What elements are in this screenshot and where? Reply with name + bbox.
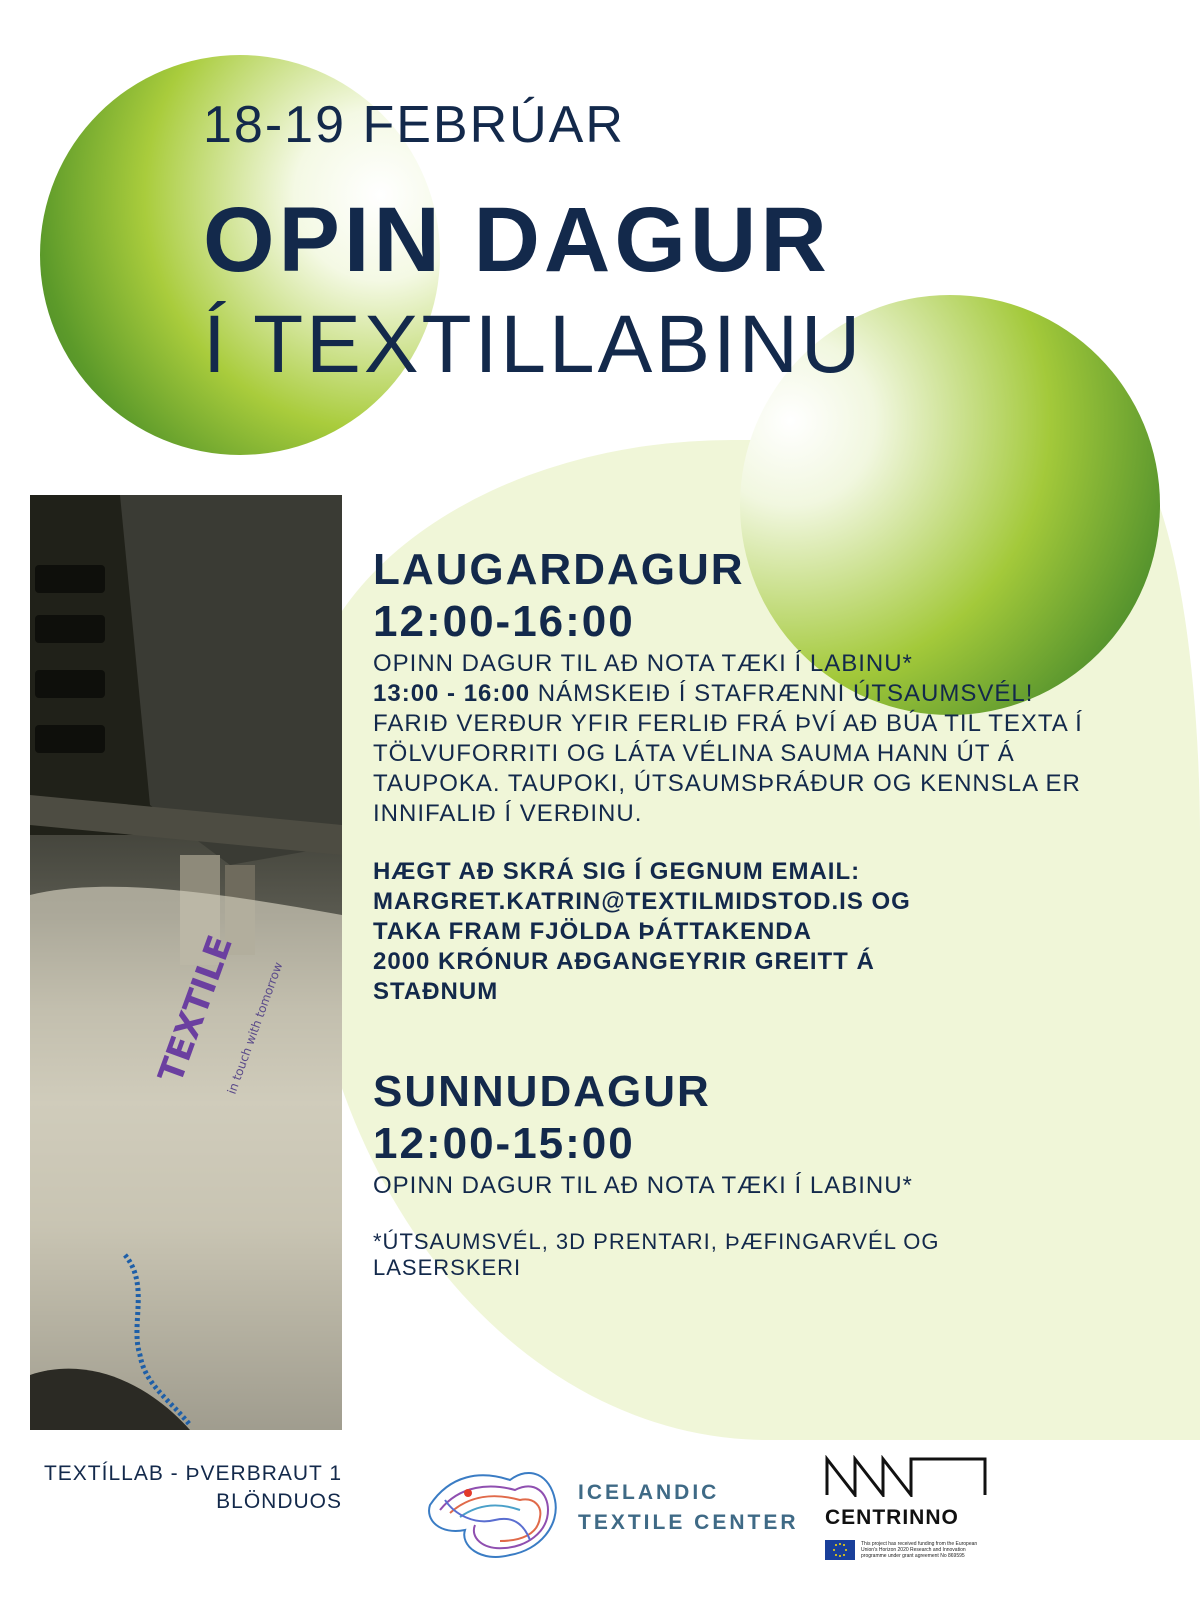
event-subtitle: Í TEXTILLABINU xyxy=(203,299,864,390)
registration-price: 2000 KRÓNUR AÐGANGEYRIR GREITT Á xyxy=(373,948,875,975)
saturday-open-day: OPINN DAGUR TIL AÐ NOTA TÆKI Í LABINU* xyxy=(373,650,913,677)
itc-line-1: ICELANDIC xyxy=(578,1481,720,1504)
address-line-1: TEXTÍLLAB - ÞVERBRAUT 1 xyxy=(43,1462,342,1485)
address xyxy=(30,1460,342,1516)
registration-line-1: HÆGT AÐ SKRÁ SIG Í GEGNUM EMAIL: xyxy=(373,858,861,885)
centrinno-mark-icon xyxy=(825,1455,995,1497)
saturday-description xyxy=(373,649,1093,829)
sunday-heading: SUNNUDAGUR xyxy=(373,1067,711,1116)
centrinno-name: CENTRINNO xyxy=(825,1506,959,1529)
itc-name xyxy=(578,1478,799,1538)
address-line-2: BLÖNDUOS xyxy=(216,1490,342,1513)
sewing-machine-photo xyxy=(30,495,342,1430)
centrinno-logo xyxy=(825,1455,995,1560)
eu-funding-notice xyxy=(825,1540,995,1560)
course-time: 13:00 - 16:00 xyxy=(373,680,531,707)
sunday-description: OPINN DAGUR TIL AÐ NOTA TÆKI Í LABINU* xyxy=(373,1172,913,1199)
itc-line-2: TEXTILE CENTER xyxy=(578,1511,799,1534)
registration-info xyxy=(373,857,1093,1007)
equipment-footnote: *ÚTSAUMSVÉL, 3D PRENTARI, ÞÆFINGARVÉL OG LASERSKERI xyxy=(373,1229,940,1280)
course-text: NÁMSKEIÐ Í STAFRÆNNI ÚTSAUMSVÉL! FARIÐ VERÐUR YFIR FERLIÐ FRÁ ÞVÍ AÐ BÚA TIL TEXTA Í TÖLVUFORRITI OG LÁTA VÉLINA SAUMA HANN ÚT Á TAUPOKA. TAUPOKI, ÚTSAUMSÞRÁÐUR OG KENNSLA ER INNIFALIÐ Í VERÐINU. xyxy=(373,680,1083,827)
event-title: OPIN DAGUR xyxy=(203,189,831,291)
saturday-heading: LAUGARDAGUR xyxy=(373,545,745,594)
embroidery-tagline: in touch with tomorrow xyxy=(224,960,286,1097)
event-date: 18-19 FEBRÚAR xyxy=(203,96,625,154)
embroidery-text: TEXTILE xyxy=(150,930,241,1089)
registration-email: MARGRET.KATRIN@TEXTILMIDSTOD.IS OG xyxy=(373,888,911,915)
registration-line-5: STAÐNUM xyxy=(373,978,499,1005)
saturday-time: 12:00-16:00 xyxy=(373,597,635,646)
registration-line-3: TAKA FRAM FJÖLDA ÞÁTTAKENDA xyxy=(373,918,812,945)
saturday-course xyxy=(373,679,1093,829)
event-details xyxy=(373,545,1093,1281)
eu-funding-text: This project has received funding from the European Union's Horizon 2020 Research and Innovation programme under grant agreement No 869595 xyxy=(861,1541,978,1559)
sunday-time: 12:00-15:00 xyxy=(373,1119,635,1168)
eu-flag-icon xyxy=(825,1540,855,1560)
